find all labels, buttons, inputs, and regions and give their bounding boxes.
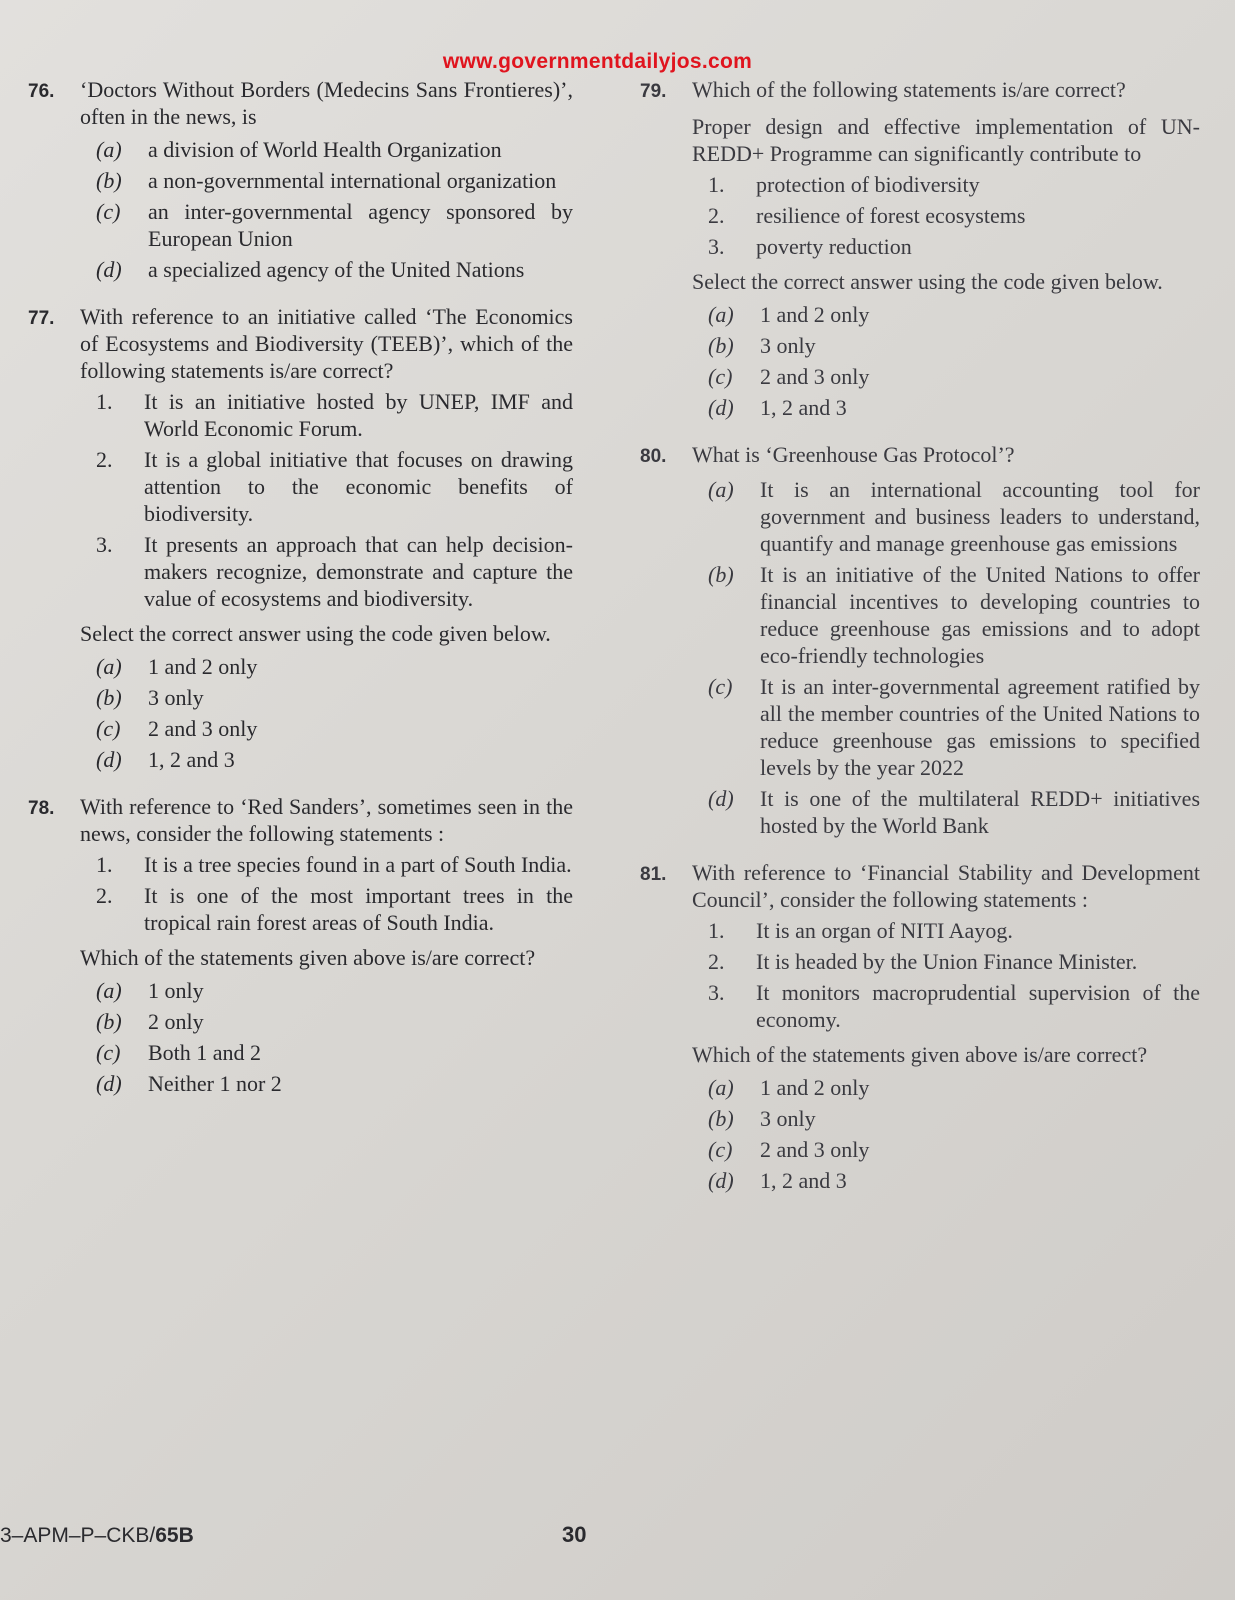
question-77 <box>28 303 573 773</box>
option-b: (b) a non-governmental international organization <box>96 168 557 193</box>
option-c: (c) 2 and 3 only <box>96 716 258 741</box>
left-column <box>28 76 573 1117</box>
option-b: (b) 3 only <box>708 333 816 358</box>
option-b: (b) 2 only <box>96 1009 204 1034</box>
statement-1: 1. It is a tree species found in a part of South India. <box>96 852 572 877</box>
statement-1: 1. It is an initiative hosted by UNEP, IMF and World Economic Forum. <box>96 389 573 441</box>
question-stem: With reference to ‘Financial Stability and Development Council’, consider the following statements : <box>692 860 1200 912</box>
instruction: Which of the statements given above is/are correct? <box>80 945 536 970</box>
statement-2: 2. It is one of the most important trees in the tropical rain forest areas of South India. <box>96 883 573 935</box>
question-number: 76. <box>28 81 55 102</box>
watermark: www.governmentdailyjos.com <box>442 50 753 73</box>
option-c: (c) Both 1 and 2 <box>96 1040 262 1065</box>
option-a: (a) a division of World Health Organization <box>96 137 502 162</box>
option-a: (a) 1 and 2 only <box>96 654 258 679</box>
option-d: (d) It is one of the multilateral REDD+ initiatives hosted by the World Bank <box>708 786 1200 838</box>
question-number: 80. <box>640 446 667 467</box>
question-number: 79. <box>640 81 667 102</box>
instruction: Select the correct answer using the code given below. <box>80 621 551 646</box>
option-d: (d) a specialized agency of the United Nations <box>96 257 525 282</box>
option-b: (b) It is an initiative of the United Nations to offer financial incentives to developing countries to reduce greenhouse gas emissions and to adopt eco-friendly technologies <box>708 562 1200 668</box>
question-stem: Which of the following statements is/are correct? <box>692 77 1126 102</box>
statement-1: 1. It is an organ of NITI Aayog. <box>708 918 1013 943</box>
option-c: (c) It is an inter-governmental agreement ratified by all the member countries of the United Nations to reduce greenhouse gas emissions to specified levels by the year 2022 <box>708 674 1200 780</box>
question-81 <box>640 859 1200 1194</box>
option-a: (a) 1 only <box>96 978 204 1003</box>
question-stem: ‘Doctors Without Borders (Medecins Sans Frontieres)’, often in the news, is <box>80 77 573 129</box>
paper-code: 3–APM–P–CKB/65B <box>0 1524 194 1547</box>
option-c: (c) 2 and 3 only <box>708 1137 870 1162</box>
pre-items-text: Proper design and effective implementation of UN-REDD+ Programme can significantly contribute to <box>692 114 1200 166</box>
statement-1: 1. protection of biodiversity <box>708 172 980 197</box>
right-column <box>640 76 1200 1214</box>
question-76 <box>28 76 573 283</box>
option-b: (b) 3 only <box>96 685 204 710</box>
question-stem: With reference to ‘Red Sanders’, sometimes seen in the news, consider the following statements : <box>80 794 573 846</box>
statement-2: 2. It is headed by the Union Finance Minister. <box>708 949 1138 974</box>
statement-3: 3. It presents an approach that can help decision-makers recognize, demonstrate and capture the value of ecosystems and biodiversity. <box>96 532 573 611</box>
statement-3: 3. It monitors macroprudential supervision of the economy. <box>708 980 1200 1032</box>
question-80 <box>640 441 1200 839</box>
question-number: 77. <box>28 308 55 329</box>
statement-2: 2. It is a global initiative that focuses on drawing attention to the economic benefits of biodiversity. <box>96 447 573 526</box>
question-stem: With reference to an initiative called ‘The Economics of Ecosystems and Biodiversity (TEEB)’, which of the following statements is/are correct? <box>80 304 573 383</box>
question-stem: What is ‘Greenhouse Gas Protocol’? <box>692 442 1015 467</box>
question-number: 78. <box>28 798 55 819</box>
option-c: (c) 2 and 3 only <box>708 364 870 389</box>
statement-3: 3. poverty reduction <box>708 234 912 259</box>
question-79 <box>640 76 1200 421</box>
option-a: (a) It is an international accounting tool for government and business leaders to understand, quantify and manage greenhouse gas emissions <box>708 477 1200 556</box>
option-a: (a) 1 and 2 only <box>708 1075 870 1100</box>
question-number: 81. <box>640 864 667 885</box>
option-d: (d) 1, 2 and 3 <box>96 747 235 772</box>
option-a: (a) 1 and 2 only <box>708 302 870 327</box>
option-b: (b) 3 only <box>708 1106 816 1131</box>
instruction: Select the correct answer using the code given below. <box>692 269 1163 294</box>
question-78 <box>28 793 573 1097</box>
option-d: (d) 1, 2 and 3 <box>708 1168 847 1193</box>
instruction: Which of the statements given above is/are correct? <box>692 1042 1148 1067</box>
page-number: 30 <box>562 1522 587 1547</box>
statement-2: 2. resilience of forest ecosystems <box>708 203 1026 228</box>
option-d: (d) Neither 1 nor 2 <box>96 1071 282 1096</box>
option-c: (c) an inter-governmental agency sponsored by European Union <box>96 199 573 251</box>
option-d: (d) 1, 2 and 3 <box>708 395 847 420</box>
